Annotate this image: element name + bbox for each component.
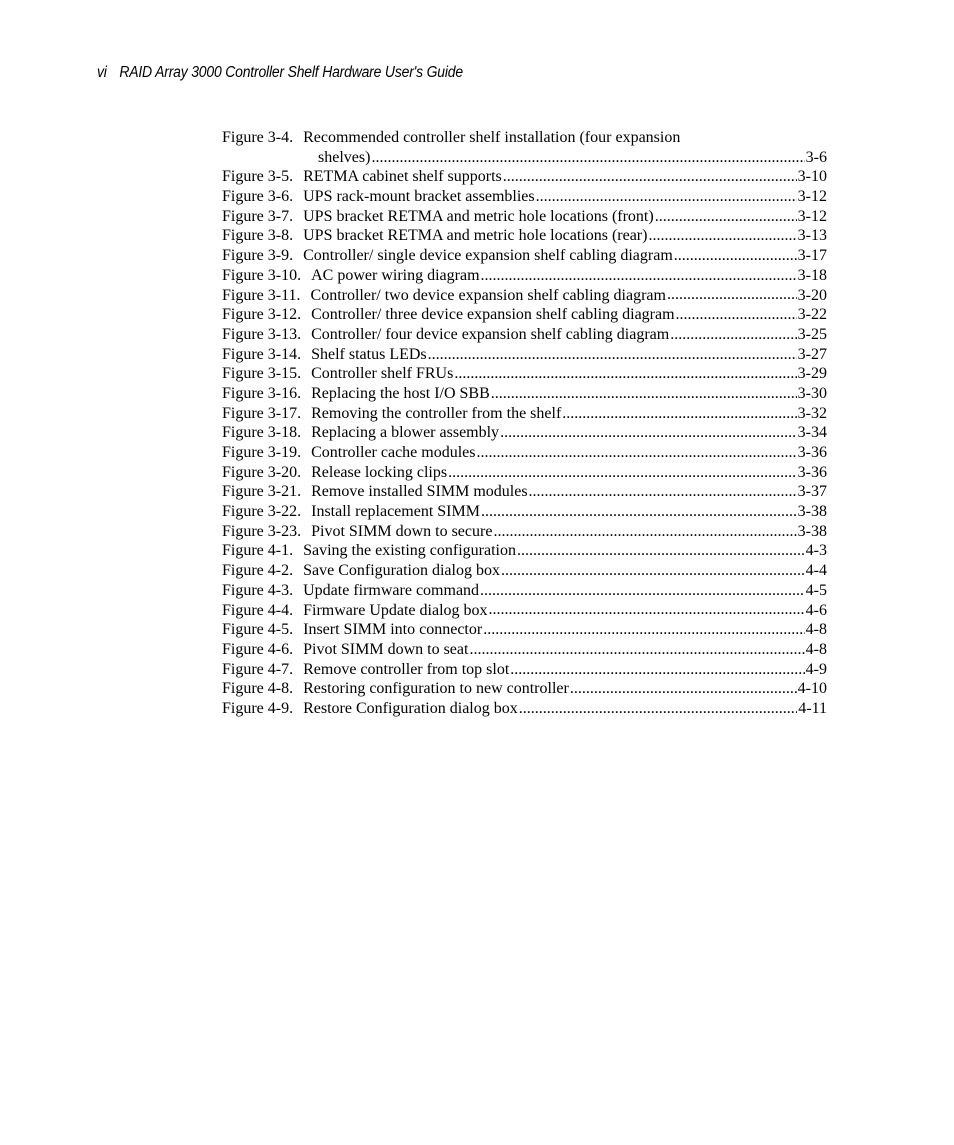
- toc-entry[interactable]: [222, 679, 827, 699]
- page-reference: 4-10: [797, 680, 827, 698]
- figure-number: Figure 3-9.: [222, 247, 294, 265]
- figure-number: Figure 3-8.: [222, 227, 294, 245]
- figure-title: Controller/ four device expansion shelf cabling diagram: [311, 325, 670, 343]
- toc-entry[interactable]: [222, 266, 827, 286]
- dot-leader: [477, 443, 797, 463]
- figure-title: Firmware Update dialog box: [303, 601, 488, 619]
- page-reference: 3-10: [797, 168, 827, 186]
- dot-leader: [493, 522, 796, 542]
- dot-leader: [371, 148, 804, 168]
- page-number: vi: [97, 64, 107, 81]
- toc-entry[interactable]: [222, 207, 827, 227]
- figure-number: Figure 4-6.: [222, 640, 294, 658]
- figure-title: Recommended controller shelf installation (four expansion: [303, 129, 681, 146]
- dot-leader: [670, 325, 796, 345]
- toc-entry-label: [222, 167, 502, 187]
- page-reference: 3-37: [797, 483, 827, 501]
- dot-leader: [517, 541, 805, 561]
- figure-title: Restoring configuration to new controller: [303, 680, 569, 698]
- toc-entry-label: [222, 660, 509, 680]
- figure-title: Insert SIMM into connector: [303, 621, 483, 639]
- dot-leader: [562, 404, 796, 424]
- figure-title: AC power wiring diagram: [311, 266, 480, 284]
- page-reference: 4-4: [805, 562, 827, 580]
- page-reference: 3-32: [797, 404, 827, 422]
- figure-number: Figure 3-23.: [222, 522, 302, 540]
- figure-number: Figure 3-10.: [222, 266, 302, 284]
- toc-entry-label: [222, 443, 476, 463]
- dot-leader: [428, 345, 797, 365]
- figure-title: Update firmware command: [303, 581, 480, 599]
- toc-entry[interactable]: [222, 482, 827, 502]
- toc-entry[interactable]: [222, 640, 827, 660]
- toc-entry[interactable]: [222, 443, 827, 463]
- toc-entry[interactable]: [222, 463, 827, 483]
- toc-entry-label: [222, 305, 675, 325]
- toc-entry[interactable]: [222, 423, 827, 443]
- dot-leader: [674, 246, 797, 266]
- toc-entry[interactable]: [222, 128, 827, 148]
- dot-leader: [503, 167, 797, 187]
- figure-title: Controller/ two device expansion shelf cabling diagram: [310, 286, 666, 304]
- dot-leader: [500, 423, 797, 443]
- figure-number: Figure 3-6.: [222, 188, 294, 206]
- toc-entry[interactable]: [222, 345, 827, 365]
- dot-leader: [667, 286, 797, 306]
- dot-leader: [648, 226, 796, 246]
- dot-leader: [519, 699, 798, 719]
- toc-entry-label: [222, 482, 528, 502]
- dot-leader: [481, 266, 797, 286]
- figure-title: RETMA cabinet shelf supports: [303, 168, 502, 186]
- page-reference: 3-30: [797, 384, 827, 402]
- toc-entry-label: [222, 561, 500, 581]
- page-reference: 4-5: [805, 581, 827, 599]
- page-reference: 4-8: [805, 621, 827, 639]
- figure-number: Figure 3-17.: [222, 404, 302, 422]
- figure-number: Figure 3-11.: [222, 286, 301, 304]
- dot-leader: [480, 581, 805, 601]
- figure-number: Figure 4-7.: [222, 660, 294, 678]
- page-reference: 3-20: [797, 286, 827, 304]
- figure-title: Removing the controller from the shelf: [311, 404, 562, 422]
- toc-entry-label: [222, 246, 673, 266]
- figure-number: Figure 4-5.: [222, 621, 294, 639]
- toc-entry-label: [222, 207, 654, 227]
- figure-number: Figure 3-21.: [222, 483, 302, 501]
- toc-entry[interactable]: [222, 187, 827, 207]
- document-title: RAID Array 3000 Controller Shelf Hardware User's Guide: [119, 64, 463, 81]
- dot-leader: [454, 364, 796, 384]
- dot-leader: [676, 305, 797, 325]
- figure-number: Figure 3-15.: [222, 365, 302, 383]
- toc-entry[interactable]: [222, 502, 827, 522]
- figure-number: Figure 4-8.: [222, 680, 294, 698]
- figure-title: shelves): [318, 148, 371, 166]
- figure-number: Figure 4-9.: [222, 699, 294, 717]
- toc-entry-label: [222, 620, 482, 640]
- toc-entry-label: [222, 325, 669, 345]
- page-reference: 3-13: [797, 227, 827, 245]
- toc-entry[interactable]: [222, 364, 827, 384]
- figure-title: Shelf status LEDs: [311, 345, 427, 363]
- figure-title: Controller cache modules: [311, 444, 476, 461]
- figure-title: Controller/ single device expansion shelf cabling diagram: [303, 247, 673, 265]
- figure-number: Figure 3-20.: [222, 463, 302, 481]
- figure-title: UPS rack-mount bracket assemblies: [303, 188, 535, 206]
- toc-entry[interactable]: [222, 699, 827, 719]
- figure-number: Figure 3-13.: [222, 325, 302, 343]
- dot-leader: [655, 207, 797, 227]
- toc-entry-label: [222, 502, 480, 522]
- toc-entry[interactable]: [222, 226, 827, 246]
- toc-entry-label: [222, 266, 480, 286]
- page-reference: 4-8: [805, 640, 827, 658]
- toc-entry[interactable]: [222, 404, 827, 424]
- figure-title: Install replacement SIMM: [311, 503, 480, 521]
- toc-entry-label: [222, 463, 447, 483]
- figure-number: Figure 4-4.: [222, 601, 294, 619]
- page-reference: 3-36: [797, 463, 827, 481]
- page-reference: 3-22: [797, 306, 827, 324]
- figure-title: Remove installed SIMM modules: [311, 483, 528, 501]
- figure-number: Figure 4-1.: [222, 542, 294, 560]
- toc-entry[interactable]: [222, 660, 827, 680]
- page-reference: 3-12: [797, 207, 827, 225]
- page-reference: 4-11: [798, 699, 827, 717]
- page-reference: 3-17: [797, 247, 827, 265]
- page-reference: 3-6: [805, 148, 827, 166]
- toc-entry[interactable]: [222, 167, 827, 187]
- figure-number: Figure 3-14.: [222, 345, 302, 363]
- dot-leader: [491, 384, 797, 404]
- dot-leader: [510, 660, 804, 680]
- page-reference: 3-25: [797, 325, 827, 343]
- toc-entry[interactable]: [222, 561, 827, 581]
- page-reference: 3-18: [797, 266, 827, 284]
- figure-number: Figure 4-3.: [222, 581, 294, 599]
- toc-entry[interactable]: [222, 581, 827, 601]
- figure-title: Replacing the host I/O SBB: [311, 384, 490, 402]
- toc-entry-label: [318, 148, 370, 168]
- toc-entry-label: [222, 384, 490, 404]
- page-reference: 4-3: [805, 542, 827, 560]
- dot-leader: [448, 463, 797, 483]
- figure-number: Figure 3-4.: [222, 129, 294, 146]
- dot-leader: [529, 482, 797, 502]
- figure-title: Release locking clips: [311, 463, 448, 481]
- toc-entry[interactable]: [222, 305, 827, 325]
- toc-entry[interactable]: [222, 620, 827, 640]
- page-reference: 3-38: [797, 503, 827, 521]
- toc-entry[interactable]: [222, 541, 827, 561]
- page-reference: 3-12: [797, 188, 827, 206]
- figure-title: UPS bracket RETMA and metric hole locations (rear): [303, 227, 648, 245]
- toc-entry[interactable]: [222, 522, 827, 542]
- figure-title: UPS bracket RETMA and metric hole locations (front): [303, 207, 654, 225]
- figure-number: Figure 3-7.: [222, 207, 294, 225]
- toc-entry-label: [222, 226, 647, 246]
- list-of-figures: [222, 128, 827, 719]
- toc-entry-label: [222, 581, 479, 601]
- toc-entry[interactable]: [222, 286, 827, 306]
- toc-entry-label: [222, 364, 453, 384]
- figure-title: Restore Configuration dialog box: [303, 699, 518, 717]
- page-reference: 4-9: [805, 660, 827, 678]
- toc-entry-label: [222, 679, 569, 699]
- toc-entry-label: [222, 699, 518, 719]
- dot-leader: [536, 187, 797, 207]
- figure-title: Replacing a blower assembly: [311, 424, 500, 442]
- running-header: [97, 64, 463, 82]
- figure-title: Controller shelf FRUs: [311, 365, 454, 383]
- page-reference: 3-29: [797, 365, 827, 383]
- page-reference: 3-34: [797, 424, 827, 442]
- figure-number: Figure 3-5.: [222, 168, 294, 186]
- dot-leader: [501, 561, 805, 581]
- dot-leader: [489, 601, 805, 621]
- toc-entry[interactable]: [222, 148, 827, 168]
- toc-entry[interactable]: [222, 384, 827, 404]
- toc-entry-label: [222, 640, 468, 660]
- page-reference: 3-38: [797, 522, 827, 540]
- figure-title: Pivot SIMM down to seat: [303, 640, 469, 658]
- toc-entry-label: [222, 541, 516, 561]
- figure-title: Pivot SIMM down to secure: [311, 522, 493, 540]
- dot-leader: [469, 640, 804, 660]
- toc-entry-label: [222, 345, 427, 365]
- page-reference: 3-36: [797, 444, 827, 461]
- figure-number: Figure 3-19.: [222, 444, 302, 461]
- figure-title: Saving the existing configuration: [303, 542, 516, 560]
- toc-entry[interactable]: [222, 325, 827, 345]
- figure-number: Figure 4-2.: [222, 562, 294, 580]
- figure-number: Figure 3-18.: [222, 424, 302, 442]
- page-reference: 4-6: [805, 601, 827, 619]
- figure-title: Controller/ three device expansion shelf cabling diagram: [311, 306, 675, 324]
- figure-title: Save Configuration dialog box: [303, 562, 500, 580]
- figure-number: Figure 3-16.: [222, 384, 302, 402]
- dot-leader: [483, 620, 804, 640]
- toc-entry-label: [222, 128, 680, 148]
- toc-entry-label: [222, 423, 499, 443]
- toc-entry-label: [222, 286, 666, 306]
- toc-entry-label: [222, 522, 492, 542]
- figure-title: Remove controller from top slot: [303, 660, 510, 678]
- toc-entry[interactable]: [222, 601, 827, 621]
- figure-number: Figure 3-12.: [222, 306, 302, 324]
- toc-entry-label: [222, 404, 561, 424]
- toc-entry-label: [222, 601, 488, 621]
- dot-leader: [570, 679, 797, 699]
- page-reference: 3-27: [797, 345, 827, 363]
- figure-number: Figure 3-22.: [222, 503, 302, 521]
- dot-leader: [481, 502, 797, 522]
- toc-entry[interactable]: [222, 246, 827, 266]
- toc-entry-label: [222, 187, 535, 207]
